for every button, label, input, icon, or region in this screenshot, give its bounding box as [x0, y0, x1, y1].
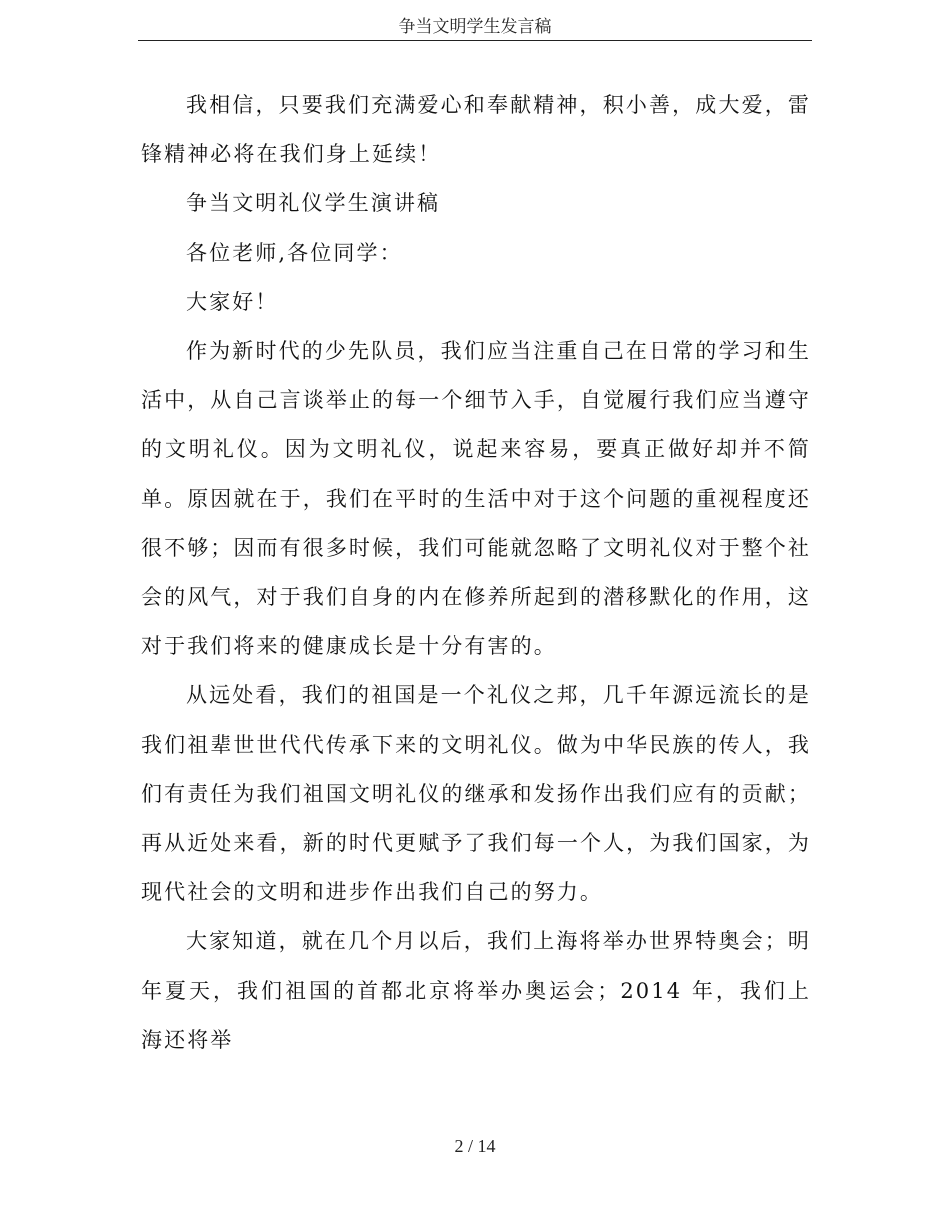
greeting: 大家好！ — [186, 289, 279, 314]
document-title: 争当文明学生发言稿 — [398, 17, 552, 37]
salutation: 各位老师,各位同学： — [186, 240, 403, 265]
page-footer — [0, 1134, 950, 1158]
paragraph-events: 大家知道，就在几个月以后，我们上海将举办世界特奥会；明年夏天，我们祖国的首都北京将举办奥运会；2014 年，我们上海还将举 — [141, 929, 811, 1052]
page-header — [138, 14, 812, 41]
page-number: 2 / 14 — [454, 1136, 496, 1156]
paragraph-etiquette-importance: 作为新时代的少先队员，我们应当注重自己在日常的学习和生活中，从自己言谈举止的每一个细节入手，自觉履行我们应当遵守的文明礼仪。因为文明礼仪，说起来容易，要真正做好却并不简单。原因就在于，我们在平时的生活中对于这个问题的重视程度还很不够；因而有很多时候，我们可能就忽略了文明礼仪对于整个社会的风气，对于我们自身的内在修养所起到的潜移默化的作用，这对于我们将来的健康成长是十分有害的。 — [141, 339, 811, 659]
paragraph-tradition: 从远处看，我们的祖国是一个礼仪之邦，几千年源远流长的是我们祖辈世世代代传承下来的文明礼仪。做为中华民族的传人，我们有责任为我们祖国文明礼仪的继承和发扬作出我们应有的贡献；再从近处来看，新的时代更赋予了我们每一个人，为我们国家，为现代社会的文明和进步作出我们自己的努力。 — [141, 683, 811, 905]
document-body — [141, 81, 811, 1065]
speech-title: 争当文明礼仪学生演讲稿 — [186, 191, 441, 216]
paragraph-closing-statement: 我相信，只要我们充满爱心和奉献精神，积小善，成大爱，雷锋精神必将在我们身上延续！ — [141, 93, 811, 167]
